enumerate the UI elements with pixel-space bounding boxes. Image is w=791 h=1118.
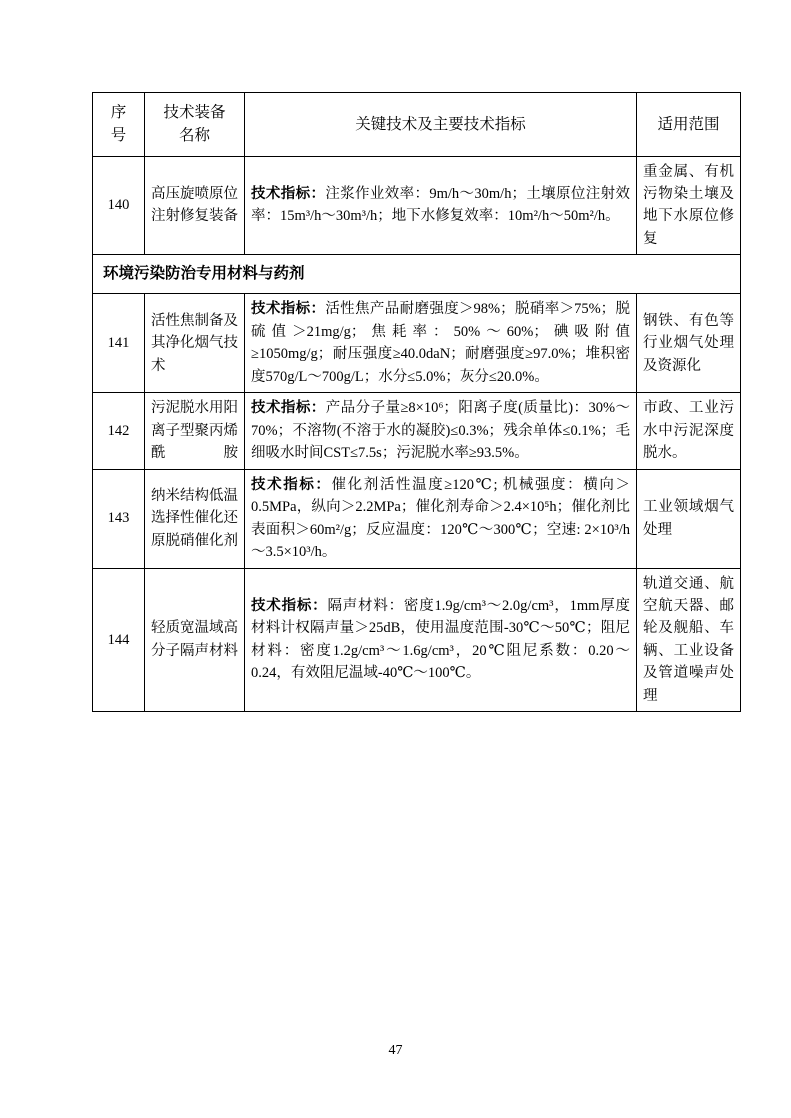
header-cell-seq (93, 93, 145, 157)
header-cell-scope: 适用范围 (637, 93, 741, 157)
row-seq: 142 (93, 393, 145, 469)
page-number: 47 (388, 1043, 403, 1058)
row-name: 轻质宽温域高分子隔声材料 (145, 568, 245, 712)
row-scope: 轨道交通、航空航天器、邮轮及舰船、车辆、工业设备及管道噪声处理 (637, 568, 741, 712)
row-seq: 143 (93, 469, 145, 568)
row-tech-label: 技术指标： (251, 301, 326, 318)
row-tech-text: 注浆作业效率：9m/h～30m/h；土壤原位注射效率：15m³/h～30m³/h；地下水修复效率：10m²/h～50m²/h。 (251, 185, 631, 225)
table-row (93, 469, 741, 568)
row-name: 污泥脱水用阳离子型聚丙烯酰胺 (145, 393, 245, 469)
table-row (93, 568, 741, 712)
section-title: 环境污染防治专用材料与药剂 (93, 255, 741, 294)
table-row (93, 294, 741, 393)
row-seq: 141 (93, 294, 145, 393)
row-scope: 钢铁、有色等行业烟气处理及资源化 (637, 294, 741, 393)
header-name-line1: 技术装备 (163, 104, 226, 121)
row-name: 高压旋喷原位注射修复装备 (145, 156, 245, 255)
row-tech-label: 技术指标： (251, 598, 328, 615)
row-scope: 市政、工业污水中污泥深度脱水。 (637, 393, 741, 469)
header-seq-line2: 号 (110, 127, 127, 145)
header-cell-tech: 关键技术及主要技术指标 (245, 93, 637, 157)
row-tech-text: 产品分子量≥8×10⁶；阳离子度(质量比)：30%～70%；不溶物(不溶于水的凝胶)≤0.3%；残余单体≤0.1%；毛细吸水时间CST≤7.5s；污泥脱水率≥93.5%。 (251, 400, 630, 462)
technology-catalog-table (92, 92, 741, 712)
header-name-line2: 名称 (178, 127, 210, 145)
row-tech-text: 隔声材料：密度1.9g/cm³～2.0g/cm³，1mm厚度材料计权隔声量＞25dB，使用温度范围-30℃～50℃；阻尼材料：密度1.2g/cm³～1.6g/cm³，20℃阻尼系数：0.20～0.24，有效阻尼温域-40℃～100℃。 (251, 598, 630, 682)
table-row (93, 393, 741, 469)
row-tech-label: 技术指标： (251, 185, 326, 202)
row-tech (245, 393, 637, 469)
row-name: 活性焦制备及其净化烟气技术 (145, 294, 245, 393)
header-cell-name (145, 93, 245, 157)
table-row (93, 156, 741, 255)
table-section-row (93, 255, 741, 294)
row-tech (245, 294, 637, 393)
row-scope: 工业领域烟气处理 (637, 469, 741, 568)
row-tech-label: 技术指标： (251, 400, 326, 417)
row-tech-text: 催化剂活性温度≥120℃; 机械强度：横向＞0.5MPa，纵向＞2.2MPa；催化剂寿命＞2.4×10⁵h；催化剂比表面积＞60m²/g；反应温度：120℃～300℃；空速: 2×10³/h～3.5×10³/h。 (251, 476, 630, 561)
row-seq: 144 (93, 568, 145, 712)
row-tech-label: 技术指标： (251, 476, 332, 493)
row-tech (245, 469, 637, 568)
table-header-row (93, 93, 741, 157)
row-name: 纳米结构低温选择性催化还原脱硝催化剂 (145, 469, 245, 568)
header-seq-line1: 序 (110, 104, 127, 121)
row-tech (245, 568, 637, 712)
row-tech (245, 156, 637, 255)
row-seq: 140 (93, 156, 145, 255)
row-scope: 重金属、有机污物染土壤及地下水原位修复 (637, 156, 741, 255)
row-tech-text: 活性焦产品耐磨强度＞98%；脱硝率＞75%；脱硫值＞21mg/g；焦耗率：50%～60%；碘吸附值≥1050mg/g；耐压强度≥40.0daN；耐磨强度≥97.0%；堆积密度570g/L～700g/L；水分≤5.0%；灰分≤20.0%。 (251, 301, 631, 385)
